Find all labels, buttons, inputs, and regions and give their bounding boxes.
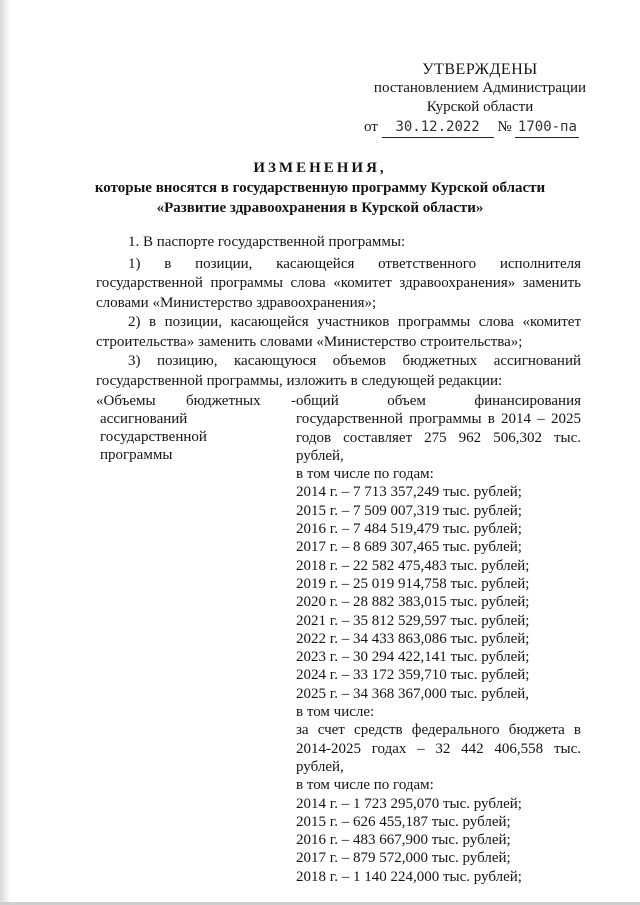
federal-year-row: 2017 г. – 879 572,000 тыс. рублей; [296, 850, 511, 867]
title-sub-1: которые вносятся в государственную программу Курской области [94, 180, 546, 196]
approval-line-2: Курской области [426, 99, 534, 115]
federal-by-years-label: в том числе по годам: [296, 777, 434, 794]
paragraph-3-first: 2) в позиции, касающейся участников программы слова «комитет [128, 314, 581, 330]
year-row: 2018 г. – 22 582 475,483 тыс. рублей; [296, 557, 530, 574]
position-word-4: государственной [100, 429, 207, 445]
federal-year-row: 2015 г. – 626 455,187 тыс. рублей; [296, 813, 511, 830]
paragraph-3-rest: строительства» заменить словами «Министерство строительства»; [96, 333, 523, 350]
federal-line-3: рублей, [296, 758, 344, 775]
year-row: 2021 г. – 35 812 529,597 тыс. рублей; [296, 612, 530, 629]
title-sub-2: «Развитие здравоохранения в Курской области» [156, 200, 484, 216]
federal-year-row: 2018 г. – 1 140 224,000 тыс. рублей; [296, 868, 522, 885]
approval-block [360, 60, 600, 138]
position-name-cell [96, 392, 296, 886]
position-word-2: бюджетных [185, 393, 261, 409]
year-row: 2015 г. – 7 509 007,319 тыс. рублей; [296, 502, 522, 519]
approved-heading: УТВЕРЖДЕНЫ [422, 61, 538, 78]
title-main: ИЗМЕНЕНИЯ, [253, 160, 387, 176]
paragraph-4-rest: государственной программы, изложить в следующей редакции: [96, 372, 503, 389]
year-row: 2023 г. – 30 294 422,141 тыс. рублей; [296, 649, 530, 666]
paragraph-4-first: 3) позицию, касающуюся объемов бюджетных ассигнований [128, 353, 581, 369]
document-body [96, 233, 581, 886]
position-word-3: ассигнований [100, 411, 188, 427]
approval-date-line [360, 118, 600, 138]
position-value-cell [296, 392, 581, 886]
approval-line-1: постановлением Администрации [373, 80, 587, 96]
federal-line-2: 2014-2025 годах – 32 442 406,558 тыс. [296, 740, 581, 757]
decree-number: 1700-па [515, 118, 579, 138]
position-dash: - [291, 393, 296, 409]
number-label: № [497, 119, 512, 135]
total-line-1: общий объем финансирования [296, 393, 581, 409]
federal-line-1: за счет средств федерального бюджета в [296, 722, 581, 739]
year-row: 2022 г. – 34 433 863,086 тыс. рублей; [296, 630, 530, 647]
including-label: в том числе: [296, 704, 375, 721]
total-line-3: годов составляет 275 962 506,302 тыс. [296, 429, 581, 446]
year-row: 2014 г. – 7 713 357,249 тыс. рублей; [296, 484, 522, 501]
year-row: 2024 г. – 33 172 359,710 тыс. рублей; [296, 667, 530, 684]
by-years-label: в том числе по годам: [296, 466, 434, 483]
position-word-5: программы [100, 447, 173, 463]
year-row: 2020 г. – 28 882 383,015 тыс. рублей; [296, 594, 530, 611]
year-row: 2016 г. – 7 484 519,479 тыс. рублей; [296, 521, 522, 538]
paragraph-2-rest: государственной программы слова «комитет здравоохранения» заменить словами «Министерство здравоохранения»; [96, 275, 581, 311]
paragraph-2-first: 1) в позиции, касающейся ответственного исполнителя [128, 255, 581, 272]
federal-year-row: 2016 г. – 483 667,900 тыс. рублей; [296, 832, 511, 849]
passport-position-table [96, 392, 581, 886]
from-label: от [364, 119, 378, 135]
paragraph-1: 1. В паспорте государственной программы: [128, 234, 406, 250]
position-word-1: «Объемы [96, 393, 156, 409]
year-row: 2019 г. – 25 019 914,758 тыс. рублей; [296, 575, 530, 592]
document-title [60, 158, 580, 218]
page-edge-shadow [0, 0, 10, 905]
federal-year-row: 2014 г. – 1 723 295,070 тыс. рублей; [296, 795, 522, 812]
year-row: 2017 г. – 8 689 307,465 тыс. рублей; [296, 539, 522, 556]
decree-date: 30.12.2022 [382, 118, 494, 138]
total-line-4: рублей, [296, 447, 344, 464]
total-line-2: государственной программы в 2014 – 2025 [296, 411, 581, 428]
year-row: 2025 г. – 34 368 367,000 тыс. рублей, [296, 685, 530, 702]
